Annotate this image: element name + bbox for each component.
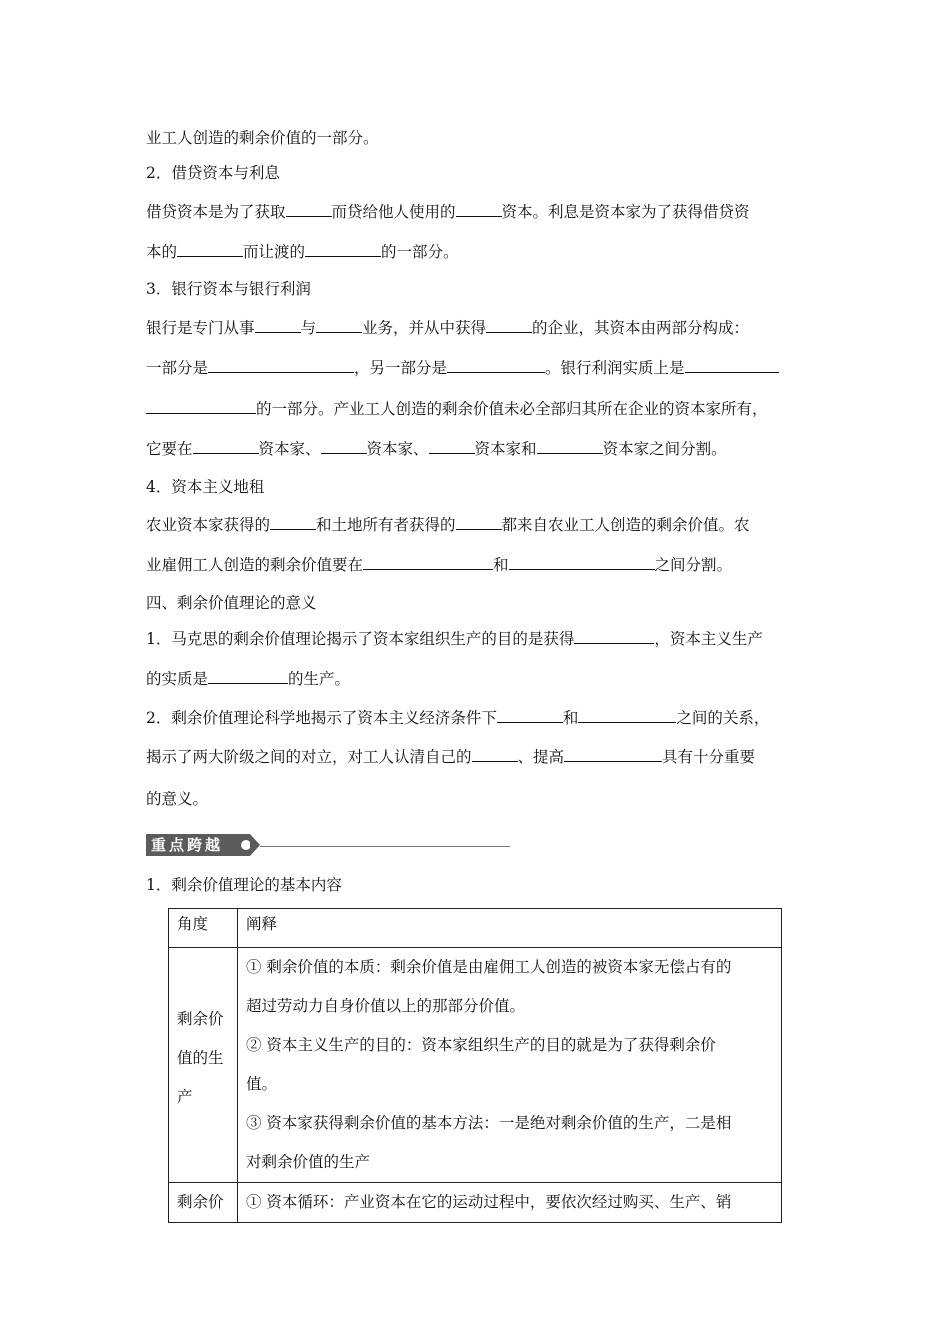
banner-label: 重点跨越 [146, 834, 250, 856]
blank [574, 628, 654, 644]
text-line: 揭示了两大阶级之间的对立，对工人认清自己的 、提高 具有十分重要 [146, 748, 756, 766]
row-label: 剩余价 值的生 产 [169, 948, 238, 1183]
blank [447, 357, 545, 373]
blank [363, 554, 493, 570]
text-line: 一部分是 ，另一部分是 。银行利润实质上是 [146, 357, 779, 378]
blank [255, 317, 301, 333]
blank [146, 398, 256, 414]
text-line: 2．剩余价值理论科学地揭示了资本主义经济条件下 和 之间的关系， [146, 709, 770, 727]
text-line: 本的 而让渡的 的一部分。 [146, 243, 459, 261]
blank [305, 241, 381, 257]
text-line: 的意义。 [146, 790, 209, 808]
blank [429, 438, 475, 454]
blank [456, 514, 502, 530]
blank [497, 707, 563, 723]
divider [260, 846, 510, 847]
banner-arrow-icon [250, 834, 260, 856]
row-content: ① 资本循环：产业资本在它的运动过程中，要依次经过购买、生产、销 [238, 1183, 782, 1223]
blank [472, 746, 518, 762]
text-line: 农业资本家获得的 和土地所有者获得的 都来自农业工人创造的剩余价值。农 [146, 516, 750, 534]
row-content: ① 剩余价值的本质：剩余价值是由雇佣工人创造的被资本家无偿占有的 超过劳动力自身价值以上的那部分价值。 ② 资本主义生产的目的：资本家组织生产的目的就是为了获得剩余价 值。 ③ 资本家获得剩余价值的基本方法：一是绝对剩余价值的生产，二是相 对剩余价值的生产 [238, 948, 782, 1183]
blank [509, 554, 655, 570]
blank [270, 514, 316, 530]
heading-rent: 4．资本主义地租 [146, 478, 265, 496]
section-title: 1．剩余价值理论的基本内容 [146, 876, 342, 894]
text-line: 的实质是 的生产。 [146, 670, 351, 688]
text-line: 借贷资本是为了获取 而贷给他人使用的 资本。利息是资本家为了获得借贷资 [146, 203, 750, 221]
heading-significance: 四、剩余价值理论的意义 [146, 594, 317, 612]
blank [685, 357, 779, 373]
blank [208, 357, 354, 373]
table-header-row [169, 909, 782, 948]
blank [486, 317, 532, 333]
blank [286, 201, 332, 217]
header-angle: 角度 [169, 909, 238, 948]
blank [456, 201, 502, 217]
header-explanation: 阐释 [238, 909, 782, 948]
blank [316, 317, 362, 333]
text-line: 的一部分。产业工人创造的剩余价值未必全部归其所在企业的资本家所有， [146, 398, 768, 419]
blank [578, 707, 676, 723]
heading-bank-capital: 3．银行资本与银行利润 [146, 280, 311, 298]
blank [193, 438, 259, 454]
blank [564, 746, 662, 762]
table-row [169, 948, 782, 1183]
blank [208, 668, 288, 684]
blank [177, 241, 243, 257]
text-line: 银行是专门从事 与 业务，并从中获得 的企业，其资本由两部分构成： [146, 319, 750, 337]
content-table [168, 908, 782, 1223]
row-label: 剩余价 [169, 1183, 238, 1223]
heading-loan-capital: 2．借贷资本与利息 [146, 164, 280, 182]
text-line: 1．马克思的剩余价值理论揭示了资本家组织生产的目的是获得 ，资本主义生产 [146, 630, 763, 648]
text-line: 业工人创造的剩余价值的一部分。 [146, 129, 379, 147]
text-line: 它要在 资本家、 资本家、 资本家和 资本家之间分割。 [146, 440, 727, 458]
blank [537, 438, 603, 454]
blank [321, 438, 367, 454]
text-line: 业雇佣工人创造的剩余价值要在 和 之间分割。 [146, 556, 733, 574]
table-row [169, 1183, 782, 1223]
